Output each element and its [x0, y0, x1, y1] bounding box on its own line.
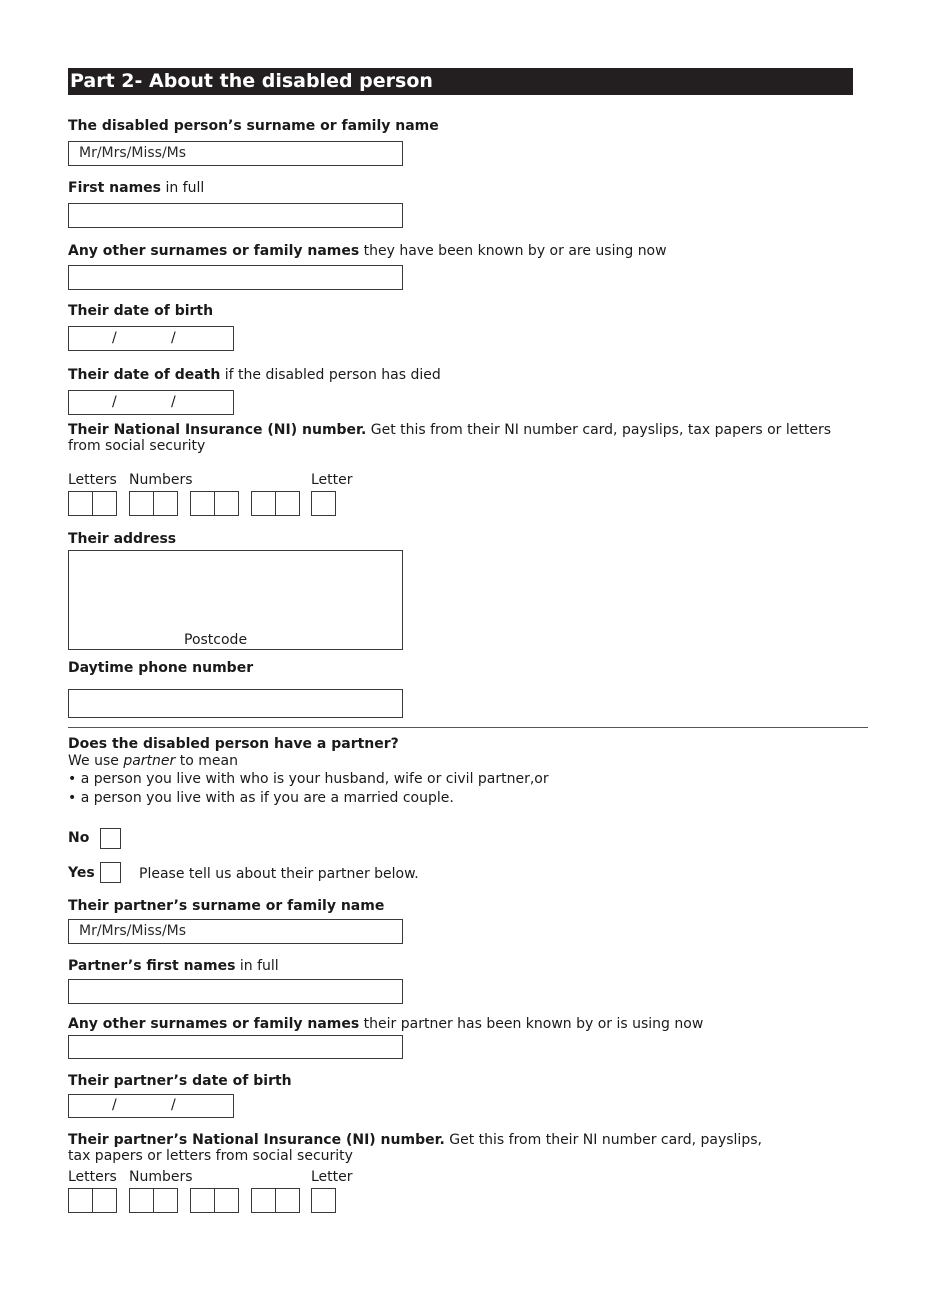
partner-bullet-1: • a person you live with who is your husband, wife or civil partner,or — [68, 771, 549, 787]
yes-label: Yes — [68, 865, 95, 881]
date-separator: / — [112, 330, 117, 346]
ni-char-box[interactable] — [153, 1188, 178, 1213]
partner-question: Does the disabled person have a partner? — [68, 736, 399, 752]
yes-note: Please tell us about their partner below. — [139, 866, 419, 882]
partner-first-names-label: Partner’s first names in full — [68, 958, 279, 974]
date-separator: / — [112, 1097, 117, 1113]
partner-first-names-field[interactable] — [68, 979, 403, 1004]
ni-char-box[interactable] — [251, 1188, 276, 1213]
ni-char-box[interactable] — [68, 491, 93, 516]
yes-checkbox[interactable] — [100, 862, 121, 883]
surname-label: The disabled person’s surname or family name — [68, 118, 439, 134]
ni-label: Their National Insurance (NI) number. Get this from their NI number card, payslips, tax papers or letters — [68, 422, 832, 438]
divider — [68, 727, 868, 728]
partner-ni-letter-label: Letter — [311, 1169, 353, 1185]
ni-char-box[interactable] — [275, 491, 300, 516]
section-title: Part 2- About the disabled person — [68, 68, 853, 95]
dod-label: Their date of death if the disabled person has died — [68, 367, 441, 383]
ni-numbers-label: Numbers — [129, 472, 193, 488]
partner-ni-label: Their partner’s National Insurance (NI) number. Get this from their NI number card, payslips, — [68, 1132, 762, 1148]
ni-char-box[interactable] — [68, 1188, 93, 1213]
ni-char-box[interactable] — [190, 491, 215, 516]
partner-surname-field[interactable]: Mr/Mrs/Miss/Ms — [68, 919, 403, 944]
ni-char-box[interactable] — [275, 1188, 300, 1213]
dob-label: Their date of birth — [68, 303, 214, 319]
ni-char-box[interactable] — [129, 1188, 154, 1213]
partner-ni-numbers-label: Numbers — [129, 1169, 193, 1185]
no-checkbox[interactable] — [100, 828, 121, 849]
phone-label: Daytime phone number — [68, 660, 254, 676]
date-separator: / — [171, 1097, 176, 1113]
address-label: Their address — [68, 531, 177, 547]
partner-definition: We use partner to mean — [68, 753, 238, 769]
partner-other-surnames-field[interactable] — [68, 1035, 403, 1059]
partner-bullet-2: • a person you live with as if you are a married couple. — [68, 790, 454, 806]
ni-char-box[interactable] — [92, 491, 117, 516]
dod-field[interactable] — [68, 390, 234, 415]
ni-letter-label: Letter — [311, 472, 353, 488]
ni-char-box[interactable] — [311, 1188, 336, 1213]
ni-char-box[interactable] — [214, 491, 239, 516]
date-separator: / — [112, 394, 117, 410]
address-field[interactable] — [68, 550, 403, 650]
ni-char-box[interactable] — [190, 1188, 215, 1213]
dob-field[interactable] — [68, 326, 234, 351]
date-separator: / — [171, 394, 176, 410]
ni-char-box[interactable] — [251, 491, 276, 516]
partner-dob-field[interactable] — [68, 1094, 234, 1118]
partner-dob-label: Their partner’s date of birth — [68, 1073, 292, 1089]
ni-char-box[interactable] — [311, 491, 336, 516]
ni-letters-label: Letters — [68, 472, 117, 488]
partner-other-surnames-label: Any other surnames or family names their partner has been known by or is using now — [68, 1016, 704, 1032]
phone-field[interactable] — [68, 689, 403, 718]
partner-surname-label: Their partner’s surname or family name — [68, 898, 385, 914]
postcode-label: Postcode — [184, 632, 248, 648]
surname-field[interactable]: Mr/Mrs/Miss/Ms — [68, 141, 403, 166]
other-surnames-field[interactable] — [68, 265, 403, 290]
ni-label-line2: from social security — [68, 438, 206, 454]
partner-ni-label-line2: tax papers or letters from social security — [68, 1148, 353, 1164]
no-label: No — [68, 830, 90, 846]
ni-char-box[interactable] — [92, 1188, 117, 1213]
ni-char-box[interactable] — [214, 1188, 239, 1213]
partner-ni-letters-label: Letters — [68, 1169, 117, 1185]
ni-char-box[interactable] — [153, 491, 178, 516]
first-names-label: First names in full — [68, 180, 205, 196]
ni-char-box[interactable] — [129, 491, 154, 516]
first-names-field[interactable] — [68, 203, 403, 228]
other-surnames-label: Any other surnames or family names they have been known by or are using now — [68, 243, 667, 259]
date-separator: / — [171, 330, 176, 346]
